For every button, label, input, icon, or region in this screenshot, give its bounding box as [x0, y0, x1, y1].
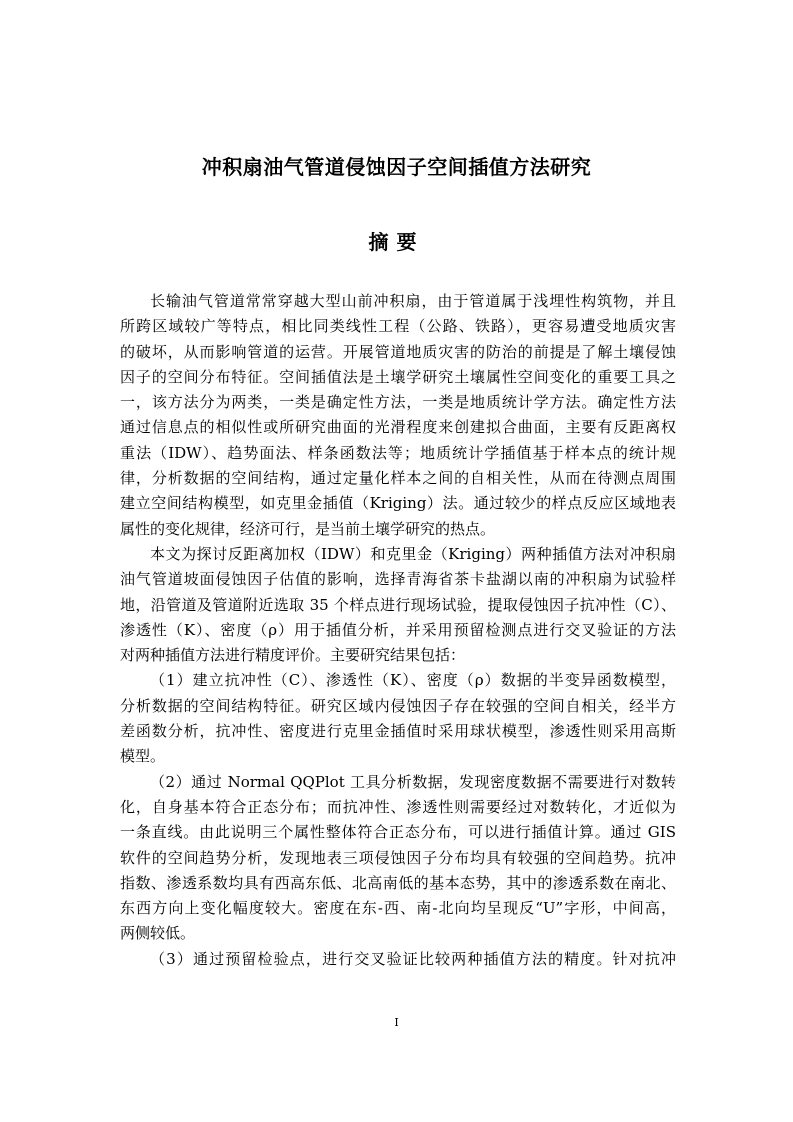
abstract-line: 因子的空间分布特征。空间插值法是土壤学研究土壤属性空间变化的重要工具之 [120, 367, 676, 386]
abstract-line: 差函数分析，抗冲性、密度进行克里金插值时采用球状模型，渗透性则采用高斯 [120, 722, 676, 741]
abstract-line: 一条直线。由此说明三个属性整体符合正态分布，可以进行插值计算。通过 GIS [120, 823, 676, 842]
abstract-line: 地，沿管道及管道附近选取 35 个样点进行现场试验，提取侵蚀因子抗冲性（C）、 [120, 595, 676, 614]
abstract-line: 本文为探讨反距离加权（IDW）和克里金（Kriging）两种插值方法对冲积扇 [150, 544, 676, 563]
abstract-line: 所跨区域较广等特点，相比同类线性工程（公路、铁路），更容易遭受地质灾害 [120, 317, 676, 336]
abstract-line: 律，分析数据的空间结构，通过定量化样本之间的自相关性，从而在待测点周围 [120, 469, 676, 488]
document-title: 冲积扇油气管道侵蚀因子空间插值方法研究 [201, 155, 592, 179]
page-number: I [394, 1016, 399, 1029]
abstract-line: 通过信息点的相似性或所研究曲面的光滑程度来创建拟合曲面，主要有反距离权 [120, 418, 676, 437]
abstract-line: （3）通过预留检验点，进行交叉验证比较两种插值方法的精度。针对抗冲 [150, 949, 676, 968]
abstract-line: 化，自身基本符合正态分布；而抗冲性、渗透性则需要经过对数转化，才近似为 [120, 797, 676, 816]
abstract-line: 油气管道坡面侵蚀因子估值的影响，选择青海省茶卡盐湖以南的冲积扇为试验样 [120, 570, 676, 589]
abstract-line: 模型。 [120, 747, 166, 766]
abstract-line: 分析数据的空间结构特征。研究区域内侵蚀因子存在较强的空间自相关，经半方 [120, 696, 676, 715]
abstract-line: 一，该方法分为两类，一类是确定性方法，一类是地质统计学方法。确定性方法 [120, 393, 676, 412]
abstract-heading: 摘要 [368, 230, 425, 254]
abstract-line: 长输油气管道常常穿越大型山前冲积扇，由于管道属于浅埋性构筑物，并且 [150, 292, 676, 310]
abstract-line: 对两种插值方法进行精度评价。主要研究结果包括： [120, 646, 466, 665]
abstract-line: 软件的空间趋势分析，发现地表三项侵蚀因子分布均具有较强的空间趋势。抗冲 [120, 848, 676, 867]
abstract-line: 属性的变化规律，经济可行，是当前土壤学研究的热点。 [120, 519, 496, 538]
abstract-line: 两侧较低。 [120, 924, 196, 943]
abstract-line: （2）通过 Normal QQPlot 工具分析数据，发现密度数据不需要进行对数转 [150, 772, 676, 791]
abstract-line: 指数、渗透系数均具有西高东低、北高南低的基本态势，其中的渗透系数在南北、 [120, 873, 676, 892]
abstract-line: （1）建立抗冲性（C）、渗透性（K）、密度（ρ）数据的半变异函数模型， [150, 671, 676, 690]
abstract-line: 渗透性（K）、密度（ρ）用于插值分析，并采用预留检测点进行交叉验证的方法 [120, 620, 676, 639]
abstract-line: 重法（IDW）、趋势面法、样条函数法等；地质统计学插值基于样本点的统计规 [120, 443, 676, 462]
abstract-line: 的破坏，从而影响管道的运营。开展管道地质灾害的防治的前提是了解土壤侵蚀 [120, 342, 676, 361]
abstract-line: 东西方向上变化幅度较大。密度在东-西、南-北向均呈现反“U”字形，中间高， [120, 899, 676, 918]
abstract-line: 建立空间结构模型，如克里金插值（Kriging）法。通过较少的样点反应区域地表 [120, 494, 676, 513]
abstract-body [120, 289, 676, 972]
